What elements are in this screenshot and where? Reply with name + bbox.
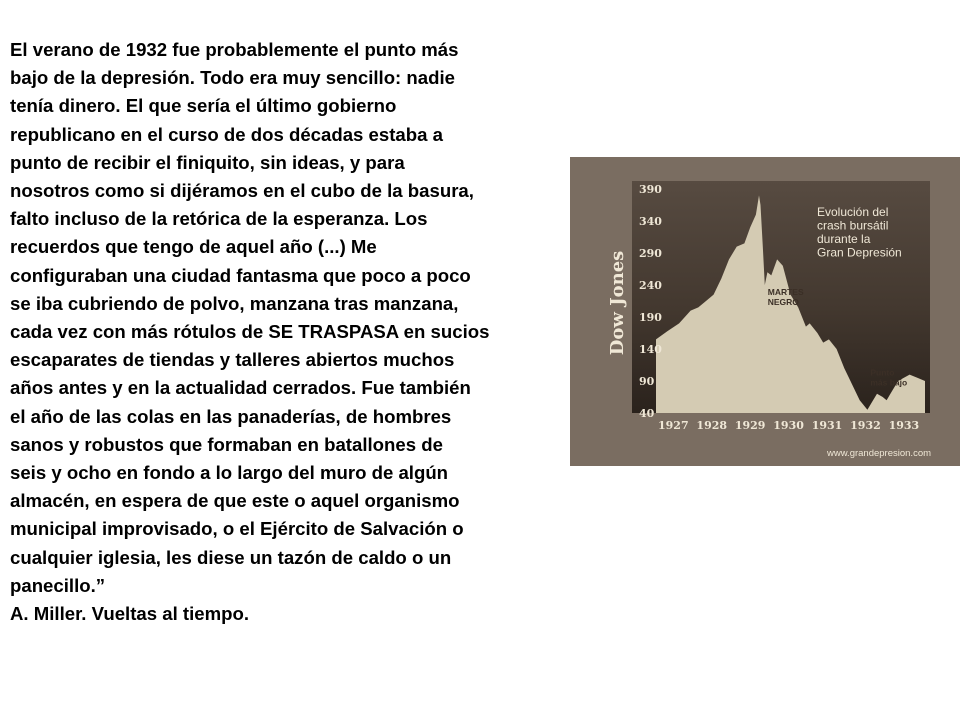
quote-line: panecillo.”: [10, 574, 106, 596]
x-tick-label: 1929: [734, 419, 766, 432]
quote-line: nosotros como si dijéramos en el cubo de la basura,: [10, 180, 474, 202]
chart-title-line: Evolución del: [817, 205, 889, 219]
quote-line: A. Miller. Vueltas al tiempo.: [10, 603, 250, 625]
quote-line: cada vez con más rótulos de SE TRASPASA en sucios: [10, 321, 490, 343]
quote-line: falto incluso de la retórica de la esperanza. Los: [10, 208, 428, 230]
annotation-label: Punto: [870, 367, 895, 378]
x-tick-label: 1932: [850, 419, 881, 432]
annotation-label: MARTES: [767, 286, 804, 297]
quote-line: años antes y en la actualidad cerrados. Fue también: [10, 377, 471, 399]
quote-line: punto de recibir el finiquito, sin ideas, y para: [10, 151, 405, 173]
quote-line: se iba cubriendo de polvo, manzana tras manzana,: [10, 292, 459, 314]
chart-title-line: crash bursátil: [817, 218, 889, 233]
y-tick-label: 390: [639, 183, 662, 196]
annotation-label: NEGRO: [767, 296, 799, 307]
y-tick-label: 90: [639, 375, 655, 388]
dow-jones-chart: [570, 157, 960, 466]
quote-line: El verano de 1932 fue probablemente el punto más: [10, 39, 459, 60]
source-credit: www.grandepresion.com: [827, 448, 932, 459]
quote-line: configuraban una ciudad fantasma que poco a poco: [10, 264, 471, 286]
quote-text: [10, 36, 530, 628]
x-tick-label: 1927: [658, 419, 689, 432]
quote-line: seis y ocho en fondo a lo largo del muro de algún: [10, 462, 449, 484]
y-tick-label: 340: [639, 215, 662, 228]
y-axis-label: Dow Jones: [607, 250, 628, 356]
chart-title-line: Gran Depresión: [817, 245, 902, 260]
quote-line: almacén, en espera de que este o aquel organismo: [10, 490, 460, 512]
y-tick-label: 240: [639, 279, 662, 292]
quote-line: bajo de la depresión. Todo era muy sencillo: nadie: [10, 67, 455, 89]
quote-line: sanos y robustos que formaban en batallones de: [10, 433, 443, 455]
quote-line: cualquier iglesia, les diese un tazón de caldo o un: [10, 546, 452, 568]
x-tick-label: 1931: [811, 419, 843, 432]
annotation-label: más bajo: [870, 377, 908, 388]
x-tick-label: 1928: [696, 419, 728, 432]
quote-line: el año de las colas en las panaderías, de hombres: [10, 405, 452, 427]
y-tick-label: 190: [639, 311, 662, 324]
y-tick-label: 140: [639, 343, 662, 356]
quote-line: republicano en el curso de dos décadas estaba a: [10, 123, 443, 145]
chart-title-line: durante la: [817, 232, 871, 246]
quote-line: tenía dinero. El que sería el último gobierno: [10, 95, 397, 117]
y-tick-label: 40: [639, 407, 655, 420]
quote-line: escaparates de tiendas y talleres abiertos muchos: [10, 349, 455, 371]
y-tick-label: 290: [639, 247, 662, 260]
quote-line: municipal improvisado, o el Ejército de Salvación o: [10, 518, 464, 540]
x-tick-label: 1930: [773, 419, 804, 432]
x-tick-label: 1933: [888, 419, 920, 432]
quote-line: recuerdos que tengo de aquel año (...) Me: [10, 236, 377, 258]
chart-svg: [570, 157, 960, 466]
